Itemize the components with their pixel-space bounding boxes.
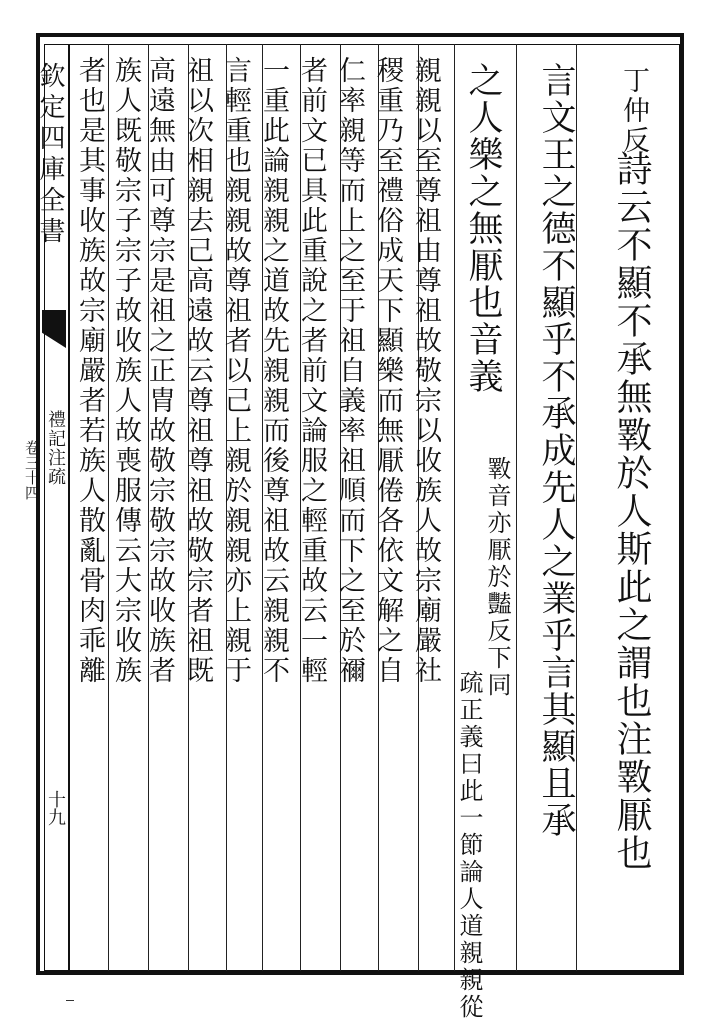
commentary-column: 親親以至尊祖由尊祖故敬宗以收族人故宗廟嚴社: [410, 56, 441, 686]
collection-title: 欽定四庫全書: [35, 62, 65, 248]
page-number: 十九: [45, 790, 66, 826]
commentary-column: 祖以次相親去己高遠故云尊祖尊祖故敬宗者祖既: [182, 56, 213, 686]
main-text-column: 詩云不顯不承無斁於人斯此之謂也注斁厭也: [611, 150, 652, 872]
margin-mark: [66, 1000, 74, 1001]
commentary-column: 者也是其事收族故宗廟嚴者若族人散亂骨肉乖離: [74, 56, 105, 686]
volume-number: 卷三十四: [23, 440, 41, 500]
commentary-column: 者前文已具此重說之者前文論服之輕重故云一輕: [296, 56, 327, 686]
annotation-column: 斁音亦厭於豔反下同: [483, 456, 511, 699]
commentary-column: 族人既敬宗子宗子故收族人故喪服傳云大宗收族: [110, 56, 141, 686]
commentary-column: 仁率親等而上之至于祖自義率祖順而下之至於禰: [334, 56, 365, 686]
column-rule: [108, 44, 109, 971]
commentary-column: 言輕重也親親故尊祖者以己上親於親親亦上親于: [220, 56, 251, 686]
book-title: 禮記注疏: [45, 410, 66, 486]
column-rule: [576, 44, 577, 971]
text-column: 丁仲反: [618, 66, 649, 156]
main-text-column: 言文王之德不顯乎不承成先人之業乎言其顯且承: [536, 62, 576, 839]
column-rule: [516, 44, 517, 971]
main-text-column: 之人樂之無厭也音義: [463, 62, 503, 395]
commentary-column: 疏正義曰此一節論人道親親從: [455, 670, 483, 1021]
commentary-column: 一重此論親親之道故先親親而後尊祖故云親親不: [258, 56, 289, 686]
commentary-column: 稷重乃至禮俗成天下顯樂而無厭倦各依文解之自: [372, 56, 403, 686]
commentary-column: 高遠無由可尊宗是祖之正胄故敬宗敬宗故收族者: [144, 56, 175, 686]
